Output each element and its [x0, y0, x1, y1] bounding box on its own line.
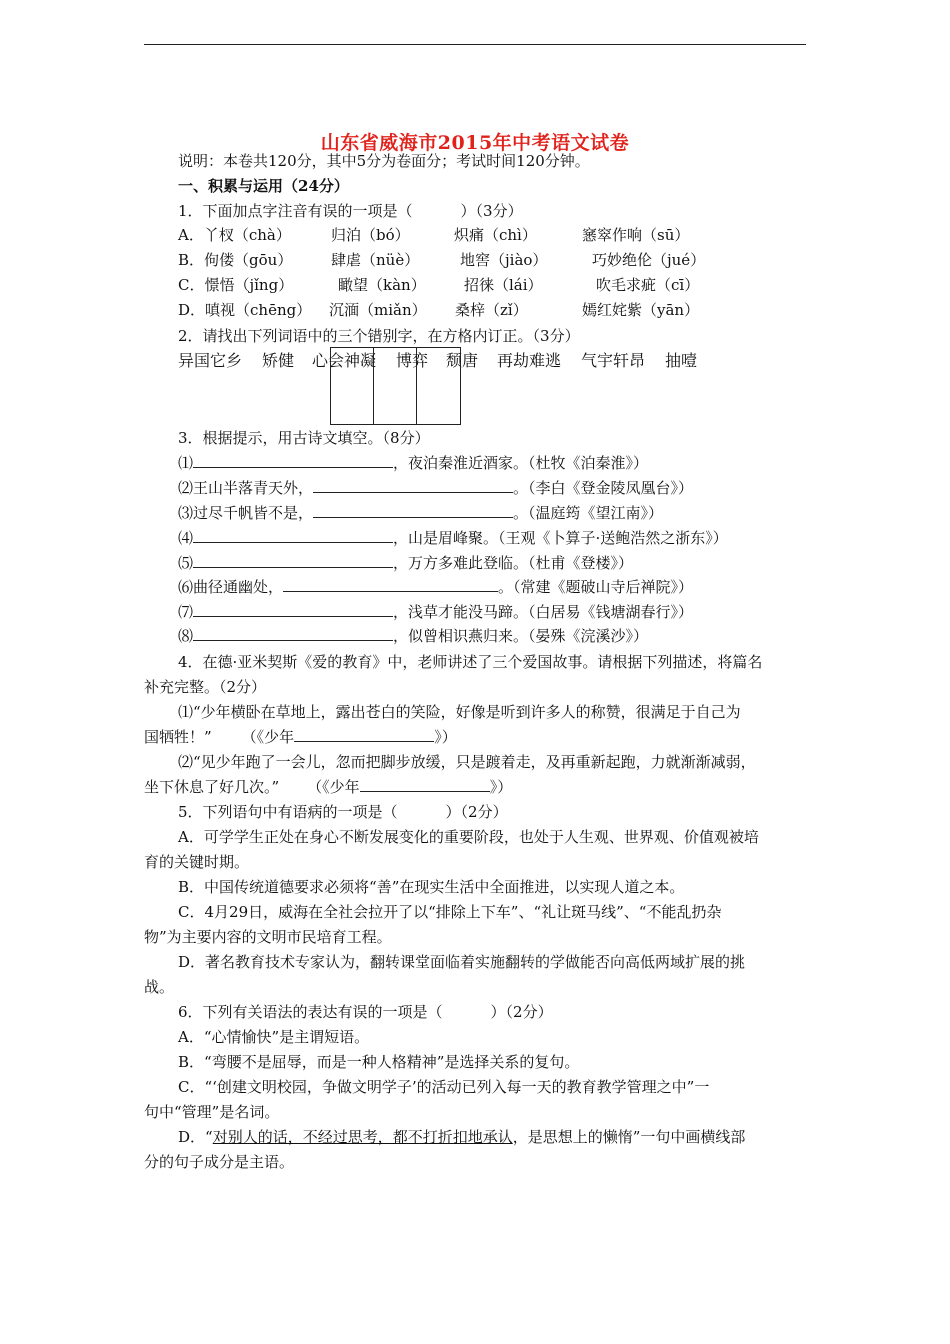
q5-option-a-cont: 育的关键时期。: [144, 853, 250, 871]
answer-blank[interactable]: [193, 602, 393, 617]
instructions: 说明：本卷共120分，其中5分为卷面分；考试时间120分钟。: [178, 152, 590, 170]
q6-option-a: A．“心情愉快”是主谓短语。: [178, 1028, 370, 1046]
q3-item-4: ⑷ ，山是眉峰聚。（王观《卜算子·送鲍浩然之浙东》）: [178, 529, 728, 547]
q5-option-c-cont: 物”为主要内容的文明市民培育工程。: [144, 928, 392, 946]
q6-option-d: D．“对别人的话，不经过思考，都不打折扣地承认，是思想上的懒惰”一句中画横线部: [178, 1128, 746, 1146]
q1-option-b: B．佝偻（gōu） 肆虐（nüè） 地窖（jiào） 巧妙绝伦（jué）: [178, 251, 706, 269]
q3-item-5: ⑸ ，万方多难此登临。（杜甫《登楼》）: [178, 554, 634, 572]
question-3-stem: 3．根据提示，用古诗文填空。（8分）: [178, 429, 430, 447]
question-6-stem: 6．下列有关语法的表达有误的一项是（ ）（2分）: [178, 1003, 553, 1021]
q5-option-a: A．可学学生正处在身心不断发展变化的重要阶段，也处于人生观、世界观、价值观被培: [178, 828, 759, 846]
box-divider: [416, 348, 417, 424]
q1-option-d: D．嗔视（chēng） 沉湎（miǎn） 桑梓（zǐ） 嫣红姹紫（yān）: [178, 301, 700, 319]
q5-option-b: B．中国传统道德要求必须将“善”在现实生活中全面推进，以实现人道之本。: [178, 878, 685, 896]
page-title: 山东省威海市2015年中考语文试卷: [320, 132, 630, 154]
answer-blank[interactable]: [193, 626, 393, 641]
question-1-stem: 1．下面加点字注音有误的一项是（ ）（3分）: [178, 202, 523, 220]
underlined-phrase: 对别人的话，不经过思考，都不打折扣地承认: [212, 1128, 513, 1146]
q3-item-7: ⑺ ，浅草才能没马蹄。（白居易《钱塘湖春行》）: [178, 603, 694, 621]
question-4-stem-cont: 补充完整。（2分）: [144, 678, 267, 696]
answer-blank[interactable]: [294, 727, 434, 742]
q6-option-c-cont: 句中“管理”是名词。: [144, 1103, 280, 1121]
q3-item-8: ⑻ ，似曾相识燕归来。（晏殊《浣溪沙》）: [178, 627, 649, 645]
q6-option-b: B．“弯腰不是屈辱，而是一种人格精神”是选择关系的复句。: [178, 1053, 580, 1071]
q3-item-3: ⑶过尽千帆皆不是， 。（温庭筠《望江南》）: [178, 504, 664, 522]
q3-item-6: ⑹曲径通幽处， 。（常建《题破山寺后禅院》）: [178, 578, 694, 596]
q3-item-2: ⑵王山半落青天外， 。（李白《登金陵凤凰台》）: [178, 479, 694, 497]
q5-option-c: C．4月29日，威海在全社会拉开了以“排除上下车”、“礼让斑马线”、“不能乱扔杂: [178, 903, 722, 921]
q6-option-d-cont: 分的句子成分是主语。: [144, 1153, 295, 1171]
q4-passage-2-cont: 坐下休息了好几次。” （《少年 》）: [144, 778, 513, 796]
answer-blank[interactable]: [360, 777, 490, 792]
answer-blank[interactable]: [193, 553, 393, 568]
q4-passage-2: ⑵“见少年跑了一会儿，忽而把脚步放缓，只是踱着走，及再重新起跑，力就渐渐减弱，: [178, 753, 756, 771]
q6-option-c: C．“‘创建文明校园，争做文明学子’的活动已列入每一天的教育教学管理之中”一: [178, 1078, 710, 1096]
q4-passage-1: ⑴“少年横卧在草地上，露出苍白的笑险，好像是听到许多人的称赞，很满足于自己为: [178, 703, 741, 721]
q1-option-a: A．丫杈（chà） 归泊（bó） 炽痛（chì） 窸窣作响（sū）: [178, 226, 690, 244]
question-4-stem: 4．在德·亚米契斯《爱的教育》中，老师讲述了三个爱国故事。请根据下列描述，将篇名: [178, 653, 763, 671]
answer-blank[interactable]: [313, 503, 513, 518]
answer-blank[interactable]: [313, 478, 513, 493]
question-2-stem: 2．请找出下列词语中的三个错别字，在方格内订正。（3分）: [178, 327, 580, 345]
header-rule: [144, 44, 806, 45]
q1-option-c: C．憬悟（jǐng） 瞰望（kàn） 招徕（lái） 吹毛求疵（cī）: [178, 276, 700, 294]
answer-blank[interactable]: [193, 453, 393, 468]
question-5-stem: 5．下列语句中有语病的一项是（ ）（2分）: [178, 803, 508, 821]
q4-passage-1-cont: 国牺牲！” （《少年 》）: [144, 728, 457, 746]
q5-option-d-cont: 战。: [144, 978, 175, 996]
q3-item-1: ⑴ ，夜泊秦淮近酒家。（杜牧《泊秦淮》）: [178, 454, 649, 472]
answer-blank[interactable]: [283, 577, 498, 592]
answer-blank[interactable]: [193, 528, 393, 543]
section-heading: 一、积累与运用（24分）: [178, 177, 349, 195]
q5-option-d: D．著名教育技术专家认为，翻转课堂面临着实施翻转的学做能否向高低两域扩展的挑: [178, 953, 746, 971]
q2-word-list: 异国它乡 矫健 心会神凝 博弈 颓唐 再劫难逃 气宇轩昂 抽噎: [178, 351, 698, 370]
box-divider: [373, 348, 374, 424]
correction-box-grid[interactable]: [330, 347, 461, 425]
